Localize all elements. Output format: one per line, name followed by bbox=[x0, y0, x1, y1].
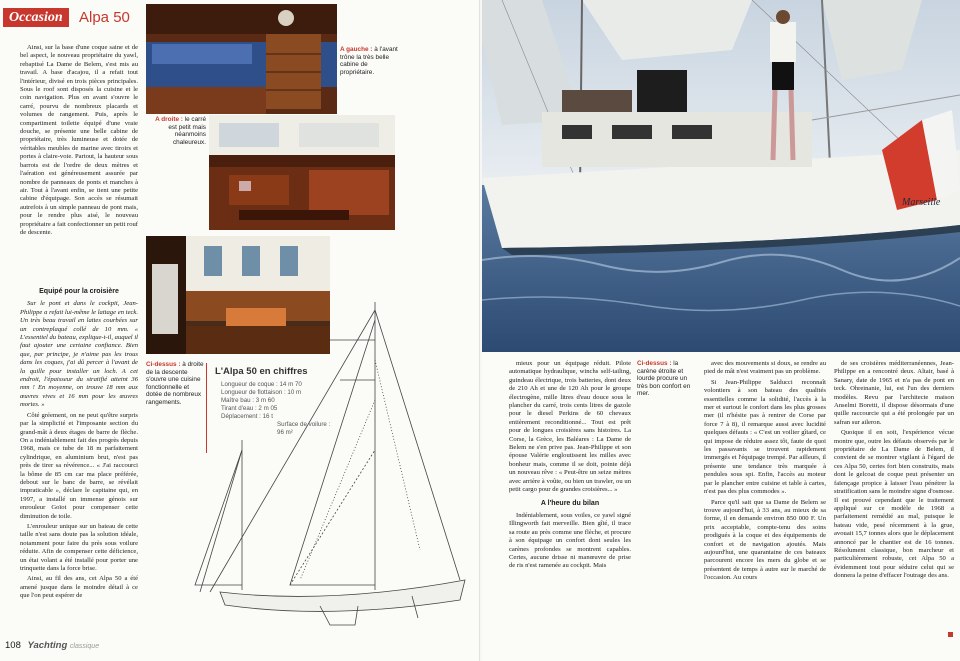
right-column-3 bbox=[834, 360, 954, 640]
paragraph: L'enrouleur unique sur un bateau de cette taille n'est sans doute pas la solution idéale, notamment pour faire du près sous voilure réduite. Afin de compenser cette déficience, un étai volant a été installé pour porter une trinquette dans la force brise. bbox=[20, 522, 138, 572]
paragraph: de ses croisières méditerranéennes, Jean-Philippe en a rencontré deux. Altair, basé à Sanary, date de 1965 et n'a pas de pont en teck. Ohreinanie, lui, est l'un des derniers modèles. Revu par l'architecte maison Anselmi Boretti, il dispose désormais d'une quille raccourcie qui a été prolongée par un safran sur aileron. bbox=[834, 360, 954, 426]
saloon-image bbox=[209, 115, 395, 230]
caption-text: à l'avant trône la très belle cabine de propriétaire. bbox=[340, 46, 398, 76]
right-column-2 bbox=[704, 360, 826, 640]
paragraph: Ainsi, au fil des ans, cet Alpa 50 a été amené jusque dans le moindre détail à ce que l'on peut espérer de bbox=[20, 575, 138, 600]
paragraph: Indéniablement, sous voiles, ce yawl signé Illingworth fait merveille. Bien gîté, il trace sa route au près comme une flèche, et procure à son équipage un confort dont seules les carènes profondes se montrent capables. Certes, aucune drisse ni manœuvre de prise de ris n'est ramenée au cockpit. Mais bbox=[509, 511, 631, 570]
right-page bbox=[482, 0, 960, 661]
paragraph: Quoique il en soit, l'expérience vécue montre que, outre les défauts observés par le propriétaire de La Dame de Belem, il convient de se montrer vigilant à l'égard de ces Alpa 50, certes fort bien construits, mais dont le gelcoat de coque peut présenter un faïençage propice à laisser l'eau pénétrer la stratification sans le moindre signe d'osmose. Il est prouvé cependant que le traitement appliqué sur ce modèle de 1968 a parfaitement remédié au mal, puisque le bateau vide, pesé récemment à la grue, avouait 15,7 tonnes alors que le déplacement annoncé par le chantier est de 16 tonnes. Résolument classique, bon marcheur et particulièrement robuste, cet Alpa 50 a évidemment tout pour séduire celui qui se donnera la peine d'effacer l'outrage des ans. bbox=[834, 429, 954, 580]
caption-label: A droite : bbox=[155, 116, 183, 123]
paragraph: mieux pour un équipage réduit. Pilote automatique hydraulique, winchs self-tailing, guindeau électrique, trois batteries, dont deux de 210 Ah et une de 120 Ah pour le groupe électrogène, mille litres d'eau douce sous le plancher du carré, trois cents litres de gazole pour le diesel Perkins de 60 chevaux entièrement reconditionné... Tout est prêt pour de longues croisières sans histoires. La Corse, la Grèce, les Baléares : La Dame de Belem ne s'en prive pas. Jean-Philippe et son épouse Valérie engloutissent les milles avec bonheur mais, comme il se doit, pointe déjà un nouveau rêve : « Peut-être un seize mètres avec arrière à voûte, ou bien un trawler, ou un petit cargo pour de grandes croisières... » bbox=[509, 360, 631, 494]
spec-row: 96 m² bbox=[277, 429, 293, 436]
page-folio bbox=[5, 640, 99, 651]
yacht-photo bbox=[482, 0, 960, 352]
sail-plan-image bbox=[180, 300, 476, 630]
specs-title: L'Alpa 50 en chiffres bbox=[215, 366, 308, 377]
right-column-1 bbox=[509, 360, 631, 640]
cabin-image bbox=[146, 4, 337, 114]
section-heading-equipe: Equipé pour la croisière bbox=[39, 288, 119, 295]
spec-row: Tirant d'eau : 2 m 05 bbox=[221, 405, 278, 412]
spec-row: Longueur de flottaison : 10 m bbox=[221, 389, 302, 396]
page-number: 108 bbox=[5, 640, 21, 651]
caption-gauche bbox=[340, 46, 402, 76]
spec-row: Maître bau : 3 m 60 bbox=[221, 397, 275, 404]
paragraph: Parce qu'il sait que sa Dame de Belem se trouve aujourd'hui, à 33 ans, au mieux de sa forme, il en demande environ 850 000 F. Un prix acceptable, compte-tenu des soins prodigués à la coque et des équipements de confort et de navigation ajoutés. Mais aujourd'hui, une quarantaine de ces bateaux parcourent encore les mers du globe et se présentent de temps à autre sur le marché de l'occasion. Au cours bbox=[704, 498, 826, 582]
caption-droite bbox=[148, 116, 206, 146]
sail-plan-drawing bbox=[180, 300, 476, 630]
left-column-1b bbox=[20, 283, 138, 637]
yacht-image bbox=[482, 0, 960, 352]
paragraph: Si Jean-Philippe Salducci reconnaît volontiers à son bateau des qualités essentielles comme la solidité, l'accès à la mer et surtout le confort dans les plus grosses mer (il n'hésite pas à rentrer de Corse par force 7 à 8), il remarque aussi avec lucidité quelques défauts : « C'est un voilier gîtard, ce qui impose de réduire assez tôt, faute de quoi les passavants se trouvent rapidement immergés et l'équipage trempé. Par ailleurs, il présente une tendance très marquée à pendules sous spi. Enfin, l'accès au moteur par le plancher entre cuisine et table à cartes, n'est pas des plus commodes ». bbox=[704, 378, 826, 496]
magazine-subtitle: classique bbox=[69, 643, 100, 650]
caption-carene bbox=[637, 360, 693, 398]
section-heading-bilan: A l'heure du bilan bbox=[540, 499, 600, 507]
cabin-photo bbox=[146, 4, 337, 114]
caption-text: le carré est petit mais néanmoins chaleureux. bbox=[168, 116, 206, 146]
rubric-badge: Occasion bbox=[3, 8, 69, 27]
magazine-name: Yachting bbox=[27, 640, 68, 651]
spec-row: Déplacement : 16 t bbox=[221, 413, 273, 420]
caption-label: Ci-dessus : bbox=[637, 360, 672, 367]
spec-row: Longueur de coque : 14 m 70 bbox=[221, 381, 302, 388]
paragraph: Côté gréement, on ne peut qu'être surpris par la simplicité et l'imposante section du grand-mât à deux étages de barre de flèche. On a indéniablement fait des progrès depuis 1968, mais ce tube de 18 m parfaitement cylindrique, en aluminium brut, n'est pas près de tirer sa révérence... « J'ai raccourci la bôme de 85 cm car ma place préférée, debout sur le banc de barre, se révélait impraticable », déclare le capitaine qui, en 1997, a installé un immense génois sur enrouleur Goïot pour compenser cette diminution de toile. bbox=[20, 411, 138, 520]
stern-name: Marseille bbox=[902, 197, 941, 208]
end-square-icon bbox=[948, 632, 953, 637]
paragraph: Sur le pont et dans le cockpit, Jean-Philippe a refait lui-même le lattage en teck. Un très beau travail en lattes courbées sur un contreplaqué collé de 10 mm. « L'essentiel du bateau, explique-t-il, auquel il faut ajouter une certaine confiance. Bien que, par principe, je n'aime pas les trous dans les coques, j'ai dû percer à l'avant de la quille pour installer un loch. A cet endroit, l'épaisseur du stratifié atteint 36 mm ! En moyenne, on trouve 18 mm aux œuvres vives et 16 mm pour les œuvres mortes. » bbox=[20, 300, 138, 409]
caption-text: à droite de la descente s'ouvre une cuisine fonctionnelle et dotée de nombreux rangements. bbox=[146, 361, 204, 406]
caption-label: Ci-dessus : bbox=[146, 361, 181, 368]
spec-row: Surface de voilure : bbox=[277, 421, 331, 428]
paragraph: Ainsi, sur la base d'une coque saine et de bel aspect, le nouveau propriétaire du yawl, rebaptisé La Dame de Belem, s'est mis au travail. A base d'acajou, il a refait tout l'intérieur, divisé en trois pièces principales. Sous le roof sont disposés la cuisine et le coin navigation. Plus en avant s'ouvre le carré, pourvu de nombreux placards et volumes de rangement. Puis, après le compartiment toilette équipé d'une vraie douche, se présente une belle cabine de propriétaire, très lumineuse et dotée de véritables meubles de marine avec tiroirs et portes à claire-voie. Partout, la hauteur sous barrots est de l'ordre de deux mètres et l'aération est généreusement assurée par nombre de panneaux de ponts et manches à air. Tout à l'avant enfin, se tient une petite cabine d'équipage. Son accès se résumait autrefois à un simple panneau de pont mais, pour le rendre plus aisé, le nouveau propriétaire a fait confectionner un petit rouf de descente. bbox=[20, 44, 138, 236]
paragraph: avec des mouvements si doux, se rendre au pied de mât n'est vraiment pas un problème. bbox=[704, 360, 826, 376]
saloon-photo bbox=[209, 115, 395, 230]
article-title: Alpa 50 bbox=[79, 9, 130, 26]
left-column-1 bbox=[20, 44, 138, 284]
caption-label: A gauche : bbox=[340, 46, 373, 53]
caption-text: la carène étroite et lourde procure un très bon confort en mer. bbox=[637, 360, 691, 398]
